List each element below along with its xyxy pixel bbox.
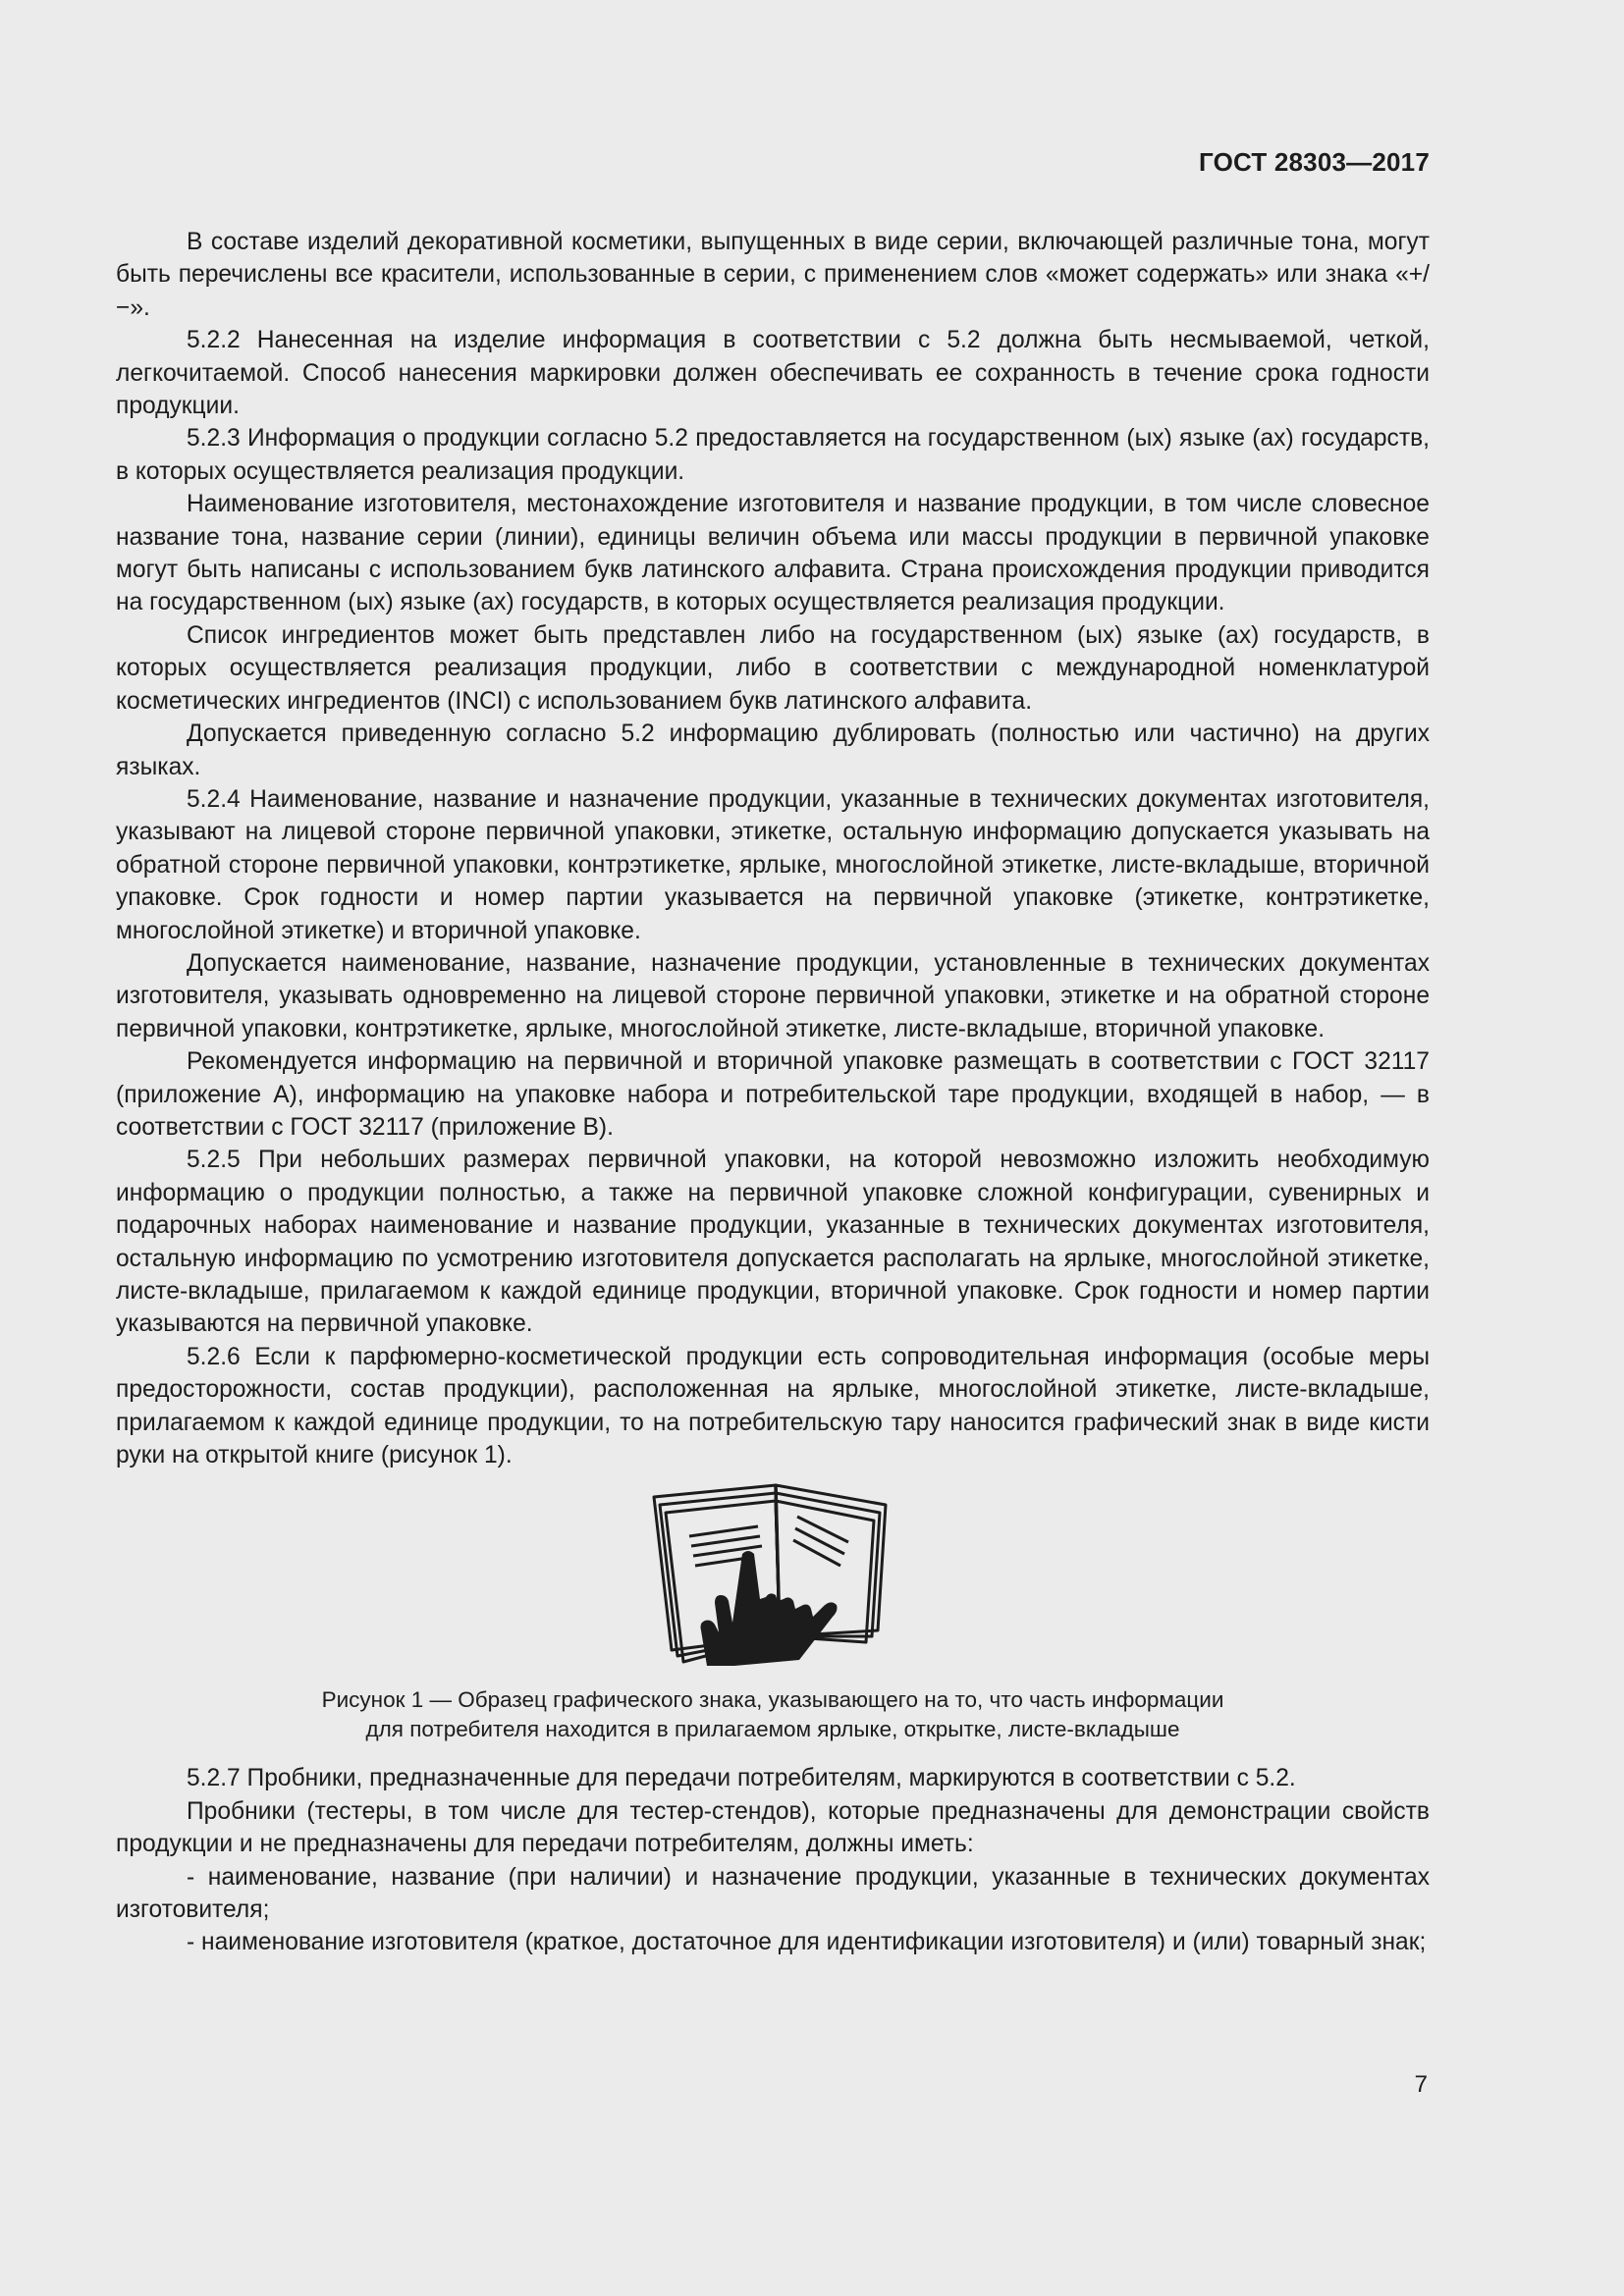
paragraph: 5.2.3 Информация о продукции согласно 5.2 предоставляется на государственном (ых) языке (ах) государств, в которых осуществляется реализация продукции. <box>116 425 1430 485</box>
paragraph: Пробники (тестеры, в том числе для тестер-стендов), которые предназначены для демонстрации свойств продукции и не предназначены для передачи потребителям, должны иметь: <box>116 1797 1430 1858</box>
paragraph: Рекомендуется информацию на первичной и вторичной упаковке размещать в соответствии с ГОСТ 32117 (приложение А), информацию на упаковке набора и потребительской таре продукции, входящей в набор, — в соответствии с ГОСТ 32117 (приложение В). <box>116 1048 1430 1141</box>
paragraph: Наименование изготовителя, местонахождение изготовителя и название продукции, в том числе словесное название тона, название серии (линии), единицы величин объема или массы продукции в первичной упаковке могут быть написаны с использованием букв латинского алфавита. Страна происхождения продукции приводится на государственном (ых) языке (ах) государств, в которых осуществляется реализация продукции. <box>116 491 1430 616</box>
paragraph: 5.2.7 Пробники, предназначенные для передачи потребителям, маркируются в соответствии с 5.2. <box>187 1765 1296 1792</box>
figure-1 <box>116 1483 1430 1744</box>
list-item: - наименование изготовителя (краткое, достаточное для идентификации изготовителя) и (или) товарный знак; <box>187 1929 1427 1956</box>
paragraph: Список ингредиентов может быть представлен либо на государственном (ых) языке (ах) государств, в которых осуществляется реализация продукции, либо в соответствии с международной номенклатурой косметических ингредиентов (INCI) с использованием букв латинского алфавита. <box>116 621 1430 715</box>
paragraph: Допускается наименование, название, назначение продукции, установленные в технических документах изготовителя, указывать одновременно на лицевой стороне первичной упаковки, этикетке и на обратной стороне первичной упаковки, контрэтикетке, ярлыке, многослойной этикетке, листе-вкладыше, вторичной упаковке. <box>116 949 1430 1042</box>
paragraph: 5.2.2 Нанесенная на изделие информация в соответствии с 5.2 должна быть несмываемой, четкой, легкочитаемой. Способ нанесения маркировки должен обеспечивать ее сохранность в течение срока годности продукции. <box>116 327 1430 420</box>
paragraph: 5.2.4 Наименование, название и назначение продукции, указанные в технических документах изготовителя, указывают на лицевой стороне первичной упаковки, этикетке, остальную информацию допускается указывать на обратной стороне первичной упаковки, контрэтикетке, ярлыке, многослойной этикетке, листе-вкладыше, вторичной упаковке. Срок годности и номер партии указывается на первичной упаковке (этикетке, контрэтикетке, многослойной этикетке) и вторичной упаковке. <box>116 785 1430 944</box>
figure-caption <box>116 1685 1430 1744</box>
figure-caption-line: Рисунок 1 — Образец графического знака, указывающего на то, что часть информации <box>321 1687 1224 1713</box>
paragraph: 5.2.5 При небольших размерах первичной упаковки, на которой невозможно изложить необходимую информацию о продукции полностью, а также на первичной упаковке сложной конфигурации, сувенирных и подарочных наборах наименование и название продукции, указанные в технических документах изготовителя, остальную информацию по усмотрению изготовителя допускается располагать на ярлыке, многослойной этикетке, листе-вкладыше, прилагаемом к каждой единице продукции, вторичной упаковке. Срок годности и номер партии указываются на первичной упаковке. <box>116 1147 1430 1338</box>
paragraph: В составе изделий декоративной косметики, выпущенных в виде серии, включающей различные тона, могут быть перечислены все красители, использованные в серии, с применением слов «может содержать» или знака «+/−». <box>116 229 1430 321</box>
list-item: - наименование, название (при наличии) и назначение продукции, указанные в технических документах изготовителя; <box>116 1863 1430 1924</box>
figure-caption-line: для потребителя находится в прилагаемом ярлыке, открытке, листе-вкладыше <box>365 1717 1180 1742</box>
document-code: ГОСТ 28303—2017 <box>1199 147 1430 177</box>
page-body <box>116 226 1430 1959</box>
paragraph: Допускается приведенную согласно 5.2 информацию дублировать (полностью или частично) на других языках. <box>116 721 1430 780</box>
hand-on-open-book-icon <box>650 1483 895 1666</box>
page-number: 7 <box>1414 2071 1428 2098</box>
paragraph: 5.2.6 Если к парфюмерно-косметической продукции есть сопроводительная информация (особые меры предосторожности, состав продукции), расположенная на ярлыке, многослойной этикетке, листе-вкладыше, прилагаемом к каждой единице продукции, то на потребительскую тару наносится графический знак в виде кисти руки на открытой книге (рисунок 1). <box>116 1343 1430 1469</box>
